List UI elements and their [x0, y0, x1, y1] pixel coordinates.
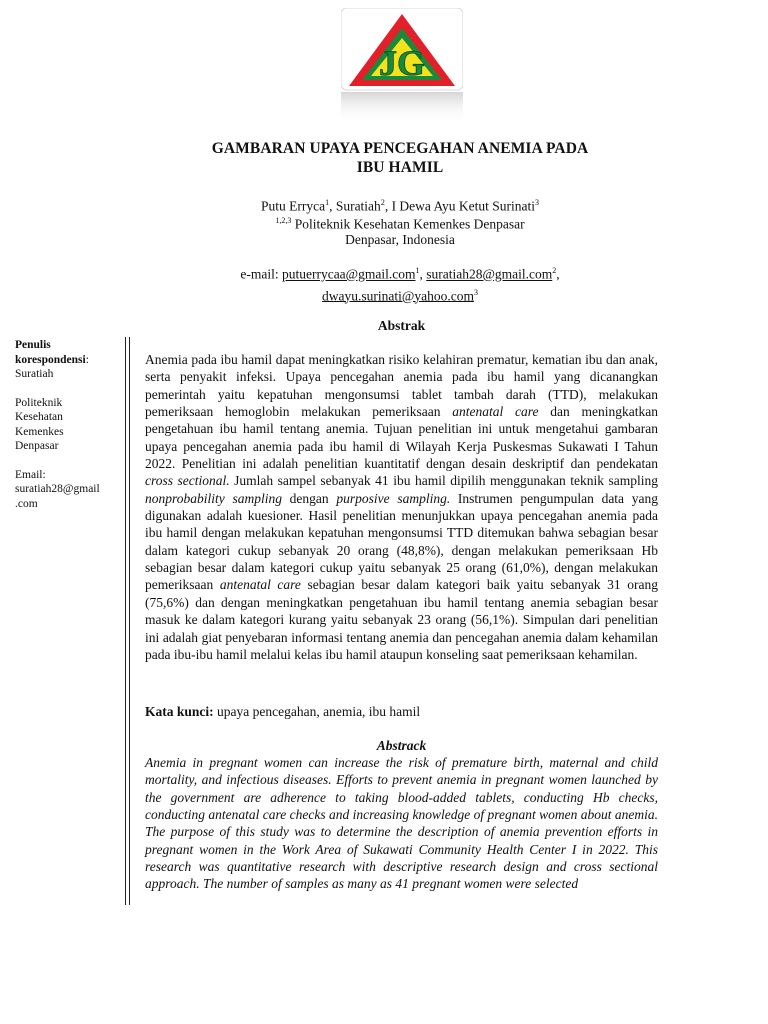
abstrak-segment: purposive sampling.	[336, 490, 451, 506]
email-sup: 1	[415, 266, 420, 275]
author-name: Putu Erryca	[260, 198, 326, 214]
abstrak-paragraph	[145, 352, 658, 662]
abstract-en-body: Anemia in pregnant women can increase the risk of premature birth, maternal and child mortality, and infectious diseases. Efforts to prevent anemia in pregnant women launched by the government are adherence to taking blood-added tablets, conducting Hb checks, conducting antenatal care checks and increasing knowledge of pregnant women about anemia. The purpose of this study was to determine the description of anemia prevention efforts in pregnant women in the Work Area of Sukawati Community Health Center I in 2022. This research was quantitative research with descriptive research design and cross sectional approach. The number of samples as many as 41 pregnant women were selected	[145, 755, 658, 892]
corr-colon: :	[85, 353, 89, 366]
email-sup: 3	[473, 287, 478, 297]
affiliation	[120, 212, 680, 233]
column-divider	[125, 337, 130, 905]
title-line-2: IBU HAMIL	[356, 159, 444, 176]
abstrak-segment: Instrumen pengumpulan data yang digunakan adalah kuesioner. Hasil penelitian menunjukkan upaya pencegahan anemia pada ibu hamil dengan melakukan kepatuhan mengonsumsi TTD ditemukan bahwa sebagian besar dalam kategori cukup sebanyak 20 orang (48,8%), dengan melakukan pemeriksaan Hb sebagian besar dalam kategori cukup yaitu sebanyak 25 orang (61,0%), dengan melakukan pemeriksaan	[145, 490, 659, 593]
keywords-label: Kata kunci:	[145, 704, 214, 719]
email-sup: 2	[552, 266, 557, 275]
author-name: I Dewa Ayu Ketut Surinati	[391, 198, 536, 214]
email-link[interactable]: dwayu.surinati@yahoo.com	[322, 288, 474, 303]
abstrak-segment: Jumlah sampel sebanyak 41 ibu hamil dipilih menggunakan teknik sampling	[229, 473, 658, 489]
abstrak-segment: Anemia pada ibu hamil dapat meningkatkan risiko kelahiran prematur, kematian ibu dan anak, serta penyakit infeksi. Upaya pencegahan anemia pada ibu hamil yang dicanangkan pemerintah yaitu kepatuhan mengonsumsi tablet tambah darah (TTD), melakukan pemeriksaan hemoglobin melakukan pemeriksaan	[145, 352, 658, 420]
email-link[interactable]: suratiah28@gmail.com	[426, 266, 553, 282]
inst-line: Denpasar	[15, 440, 59, 452]
corr-name: Suratiah	[15, 368, 54, 380]
email-link[interactable]: putuerrycaa@gmail.com	[281, 266, 416, 282]
title-line-1: GAMBARAN UPAYA PENCEGAHAN ANEMIA PADA	[211, 140, 589, 157]
inst-line: Kesehatan	[15, 411, 63, 423]
author-sup: 1	[325, 198, 330, 207]
email-block: e-mail: putuerrycaa@gmail.com$^1$, suratiah28@gmail.com$^2$, dwayu.surinati@yahoo.com$^3$	[240, 266, 560, 303]
author-separator: ,	[329, 198, 336, 214]
keywords	[145, 704, 658, 720]
sidebar-email-label: Email:	[15, 468, 46, 481]
abstrak-segment: sebagian besar dalam kategori baik yaitu sebanyak 31 orang (75,6%) dan dengan meningkatkan pengetahuan ibu hamil tentang anemia sebagian besar masuk ke dalam kategori kurang yaitu sebanyak 23 orang (56,1%). Simpulan dari penelitian ini adalah giat penyebaran informasi tentang anemia dan pencegahan anemia dalam kehamilan pada ibu-ibu hamil melalui kelas ibu hamil ataupun konseling saat pemeriksaan kehamilan.	[145, 577, 659, 662]
abstrak-segment: antenatal care	[452, 404, 539, 420]
affiliation-city: Denpasar, Indonesia	[345, 232, 455, 247]
paper-title	[120, 139, 680, 177]
abstrak-segment: antenatal care	[219, 577, 301, 593]
author-sup: 3	[535, 198, 540, 207]
affiliation-sup: 1,2,3	[275, 216, 292, 225]
abstrak-segment: cross sectional.	[145, 473, 230, 489]
affiliation-text: Politeknik Kesehatan Kemenkes Denpasar	[291, 216, 525, 232]
journal-logo	[341, 8, 463, 124]
author-separator: ,	[384, 198, 392, 214]
email-label: e-mail:	[240, 266, 282, 282]
corr-label: Penulis korespondensi	[15, 339, 86, 366]
abstrak-segment: dengan	[281, 490, 337, 506]
abstrak-body	[145, 334, 658, 663]
author-name: Suratiah	[335, 198, 381, 214]
sidebar-email-line: suratiah28@gmail	[15, 483, 100, 495]
keywords-text: upaya pencegahan, anemia, ibu hamil	[213, 704, 421, 719]
inst-line: Politeknik	[15, 396, 63, 409]
inst-line: Kemenkes	[15, 425, 64, 438]
sidebar-email-line: .com	[15, 497, 38, 510]
abstract-en-heading: Abstrack	[376, 738, 427, 753]
abstrak-segment: nonprobability sampling	[145, 490, 282, 506]
abstrak-heading: Abstrak	[377, 318, 426, 333]
abstrak-segment: dan meningkatkan pengetahuan ibu hamil tentang anemia. Tujuan penelitian ini untuk mengetahui gambaran upaya pencegahan anemia pada ibu hamil di Wilayah Kerja Puskesmas Sukawati I Tahun 2022. Penelitian ini adalah penelitian kuantitatif dengan desain deskriptif dan pendekatan	[145, 404, 658, 472]
author-sup: 2	[380, 198, 385, 207]
logo-letters: JG	[378, 43, 426, 83]
corresponding-sidebar	[15, 338, 120, 511]
